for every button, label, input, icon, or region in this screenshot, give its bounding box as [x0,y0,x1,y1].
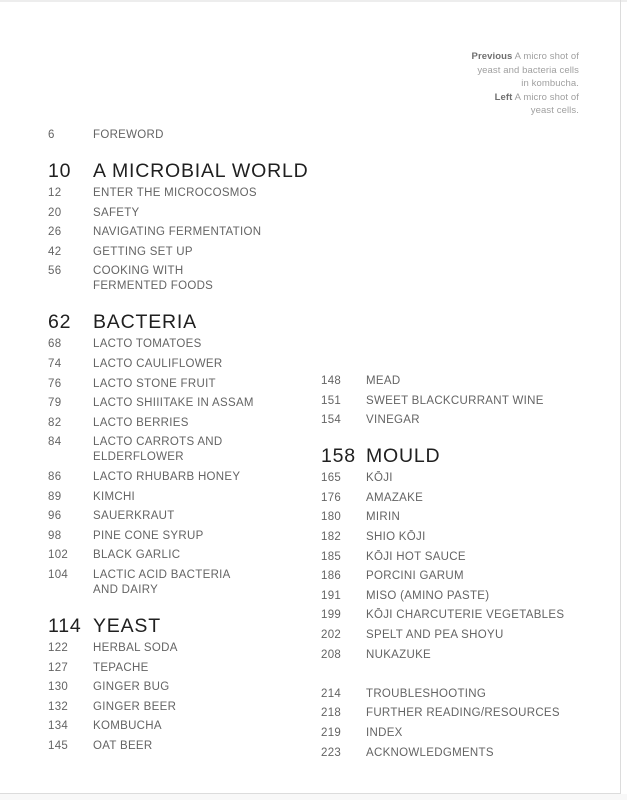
title-line: MIRIN [366,511,401,524]
page-number: 132 [48,700,69,713]
entry-title [93,225,261,240]
toc-section-row [48,310,322,334]
title-line: GETTING SET UP [93,245,193,258]
page-number: 165 [321,472,342,485]
toc-entry-row [48,225,322,240]
caption-line: Left A micro shot of [494,91,579,103]
entry-title [366,374,400,389]
caption-line: Previous A micro shot of [471,51,579,62]
toc-entry-row [321,374,613,389]
title-line: A MICROBIAL WORLD [93,160,309,182]
page-number: 26 [48,226,62,239]
title-line: LACTIC ACID BACTERIA [93,568,231,581]
photo-caption [359,50,579,118]
page-number: 89 [48,490,62,503]
entry-title [93,435,223,465]
title-line: FURTHER READING/RESOURCES [366,707,560,720]
page-number: 208 [321,648,342,661]
page-number: 56 [48,265,62,278]
title-line: PORCINI GARUM [366,570,464,583]
title-line: KŌJI [366,472,393,485]
title-line: AND DAIRY [93,583,159,596]
toc-entry-row [48,470,322,485]
title-line: GINGER BEER [93,700,177,713]
page-number: 6 [48,129,55,141]
title-line: LACTO RHUBARB HONEY [93,470,241,483]
title-line: LACTO TOMATOES [93,338,202,351]
entry-title [366,648,431,663]
page-number: 180 [321,511,342,524]
page-number: 158 [321,445,356,468]
entry-title [366,706,560,721]
title-line: INDEX [366,726,403,739]
entry-title [93,548,180,563]
page-number: 82 [48,416,62,429]
title-line: SAFETY [93,206,140,219]
title-line: SHIO KŌJI [366,530,426,543]
toc-entry-row [48,509,322,524]
page-number: 130 [48,681,69,694]
page-number: 10 [48,160,72,182]
entry-title [366,746,494,761]
title-line: LACTO CAULIFLOWER [93,357,223,370]
page-edge-right [620,0,621,793]
entry-title [93,416,189,431]
page-number: 104 [48,568,69,581]
toc-entry-row [321,746,613,761]
caption-keyword: Previous [471,51,513,62]
entry-title [366,589,489,604]
page-number: 223 [321,746,342,759]
toc-entry-row [321,491,613,506]
title-line: TEPACHE [93,661,149,674]
page-number: 42 [48,245,62,258]
title-line: MEAD [366,375,401,387]
page-number: 148 [321,375,342,387]
title-line: OAT BEER [93,739,153,752]
toc-section-row [48,159,322,183]
toc-entry-row [321,687,613,702]
toc-entry-row [321,569,613,584]
entry-title [366,628,504,643]
toc-entry-row [48,529,322,544]
page-number: 199 [321,609,342,622]
entry-title [93,337,202,352]
title-line: GINGER BUG [93,681,170,694]
entry-title [366,530,426,545]
page-number: 79 [48,397,62,410]
entry-title [93,128,164,143]
section-title [93,310,197,334]
page-number: 186 [321,570,342,583]
toc-entry-row [321,706,613,721]
page-number: 68 [48,338,62,351]
toc-entry-row [48,548,322,563]
page-number: 218 [321,707,342,720]
toc-column-left [48,128,322,758]
page-number: 214 [321,687,342,700]
page-number: 102 [48,549,69,562]
entry-title [93,357,223,372]
toc-entry-row [48,357,322,372]
toc-entry-row [48,661,322,676]
toc-entry-row [48,186,322,201]
page-edge-top [0,0,627,2]
toc-entry-row [321,726,613,741]
caption-keyword: Left [494,91,513,103]
title-line: YEAST [93,614,161,637]
entry-title [93,641,178,656]
toc-entry-row [48,206,322,221]
toc-entry-row [48,377,322,392]
entry-title [366,471,393,486]
toc-entry-row [321,589,613,604]
title-line: COOKING WITH [93,265,184,278]
title-line: VINEGAR [366,414,420,427]
entry-title [93,509,175,524]
page-edge-band [0,794,627,800]
entry-title [366,413,420,428]
caption-line: in kombucha. [521,78,579,89]
title-line: KŌJI CHARCUTERIE VEGETABLES [366,609,565,622]
entry-title [93,245,193,260]
page-number: 122 [48,641,69,654]
title-line: KŌJI HOT SAUCE [366,550,466,563]
toc-entry-row [48,245,322,260]
page-number: 134 [48,720,69,733]
title-line: SAUERKRAUT [93,510,175,523]
entry-title [93,529,204,544]
toc-section-row [48,614,322,638]
page-number: 176 [321,491,342,504]
page-number: 219 [321,726,342,739]
entry-title [93,377,216,392]
page-number: 151 [321,394,342,407]
entry-title [366,687,486,702]
entry-title [93,206,140,221]
toc-entry-row [48,719,322,734]
page-number: 96 [48,510,62,523]
title-line: TROUBLESHOOTING [366,687,487,700]
title-line: FERMENTED FOODS [93,280,214,293]
toc-entry-row [48,396,322,411]
section-title [93,159,309,183]
caption-line: yeast and bacteria cells [477,64,579,76]
title-line: AMAZAKE [366,491,424,504]
page-number: 145 [48,739,69,752]
entry-title [93,661,149,676]
title-line: KOMBUCHA [93,720,162,733]
entry-title [93,490,135,505]
title-line: NAVIGATING FERMENTATION [93,226,262,239]
toc-entry-row [321,471,613,486]
entry-title [93,700,176,715]
toc-entry-row [48,416,322,431]
title-line: LACTO SHIIITAKE IN ASSAM [93,397,254,410]
entry-title [366,394,544,409]
toc-entry-row [48,641,322,656]
toc-spacer [321,667,613,687]
page-number: 98 [48,529,62,542]
page-number: 185 [321,550,342,563]
toc-entry-row [321,394,613,409]
entry-title [93,186,257,201]
toc-entry-row [48,435,322,465]
toc-entry-row [48,680,322,695]
page-number: 182 [321,530,342,543]
section-title [366,444,440,468]
entry-title [93,719,162,734]
toc-entry-row [321,550,613,565]
entry-title [366,510,400,525]
toc-entry-row [48,264,322,294]
toc-section-row [321,444,613,468]
title-line: SPELT AND PEA SHOYU [366,628,504,641]
toc-entry-row [321,608,613,623]
title-line: ELDERFLOWER [93,451,184,464]
title-line: NUKAZUKE [366,648,432,661]
toc-entry-row [321,413,613,428]
toc-column-right [321,374,613,765]
page-number: 62 [48,311,72,334]
page-number: 127 [48,661,69,674]
title-line: FOREWORD [93,129,164,141]
page-number: 86 [48,470,62,483]
title-line: LACTO STONE FRUIT [93,377,216,390]
title-line: ACKNOWLEDGMENTS [366,746,494,759]
entry-title [366,491,423,506]
toc-entry-row [48,490,322,505]
title-line: BLACK GARLIC [93,549,181,562]
title-line: LACTO CARROTS AND [93,436,223,449]
entry-title [93,680,169,695]
title-line: MOULD [366,445,441,468]
entry-title [93,568,231,598]
toc-entry-row [48,337,322,352]
entry-title [366,726,403,741]
title-line: HERBAL SODA [93,641,178,654]
toc-entry-row [48,739,322,754]
toc-entry-row [321,628,613,643]
toc-entry-row [48,700,322,715]
entry-title [366,608,564,623]
toc-entry-row [321,648,613,663]
toc-entry-row [321,530,613,545]
page-number: 202 [321,628,342,641]
section-title [93,614,161,638]
title-line: ENTER THE MICROCOSMOS [93,187,257,199]
page-number: 20 [48,206,62,219]
title-line: SWEET BLACKCURRANT WINE [366,394,544,407]
toc-entry-row [48,128,322,143]
page-number: 154 [321,414,342,427]
page-number: 74 [48,357,62,370]
entry-title [366,550,466,565]
entry-title [93,470,240,485]
title-line: BACTERIA [93,311,197,334]
title-line: LACTO BERRIES [93,416,189,429]
title-line: MISO (AMINO PASTE) [366,589,490,602]
entry-title [93,739,153,754]
page-number: 76 [48,377,62,390]
toc-entry-row [321,510,613,525]
entry-title [93,264,213,294]
page-number: 12 [48,187,62,199]
entry-title [366,569,464,584]
caption-line: yeast cells. [530,105,579,116]
toc-entry-row [48,568,322,598]
page-number: 114 [48,614,82,637]
page-number: 84 [48,436,62,449]
title-line: PINE CONE SYRUP [93,529,204,542]
title-line: KIMCHI [93,490,136,503]
page-number: 191 [321,589,342,602]
entry-title [93,396,254,411]
